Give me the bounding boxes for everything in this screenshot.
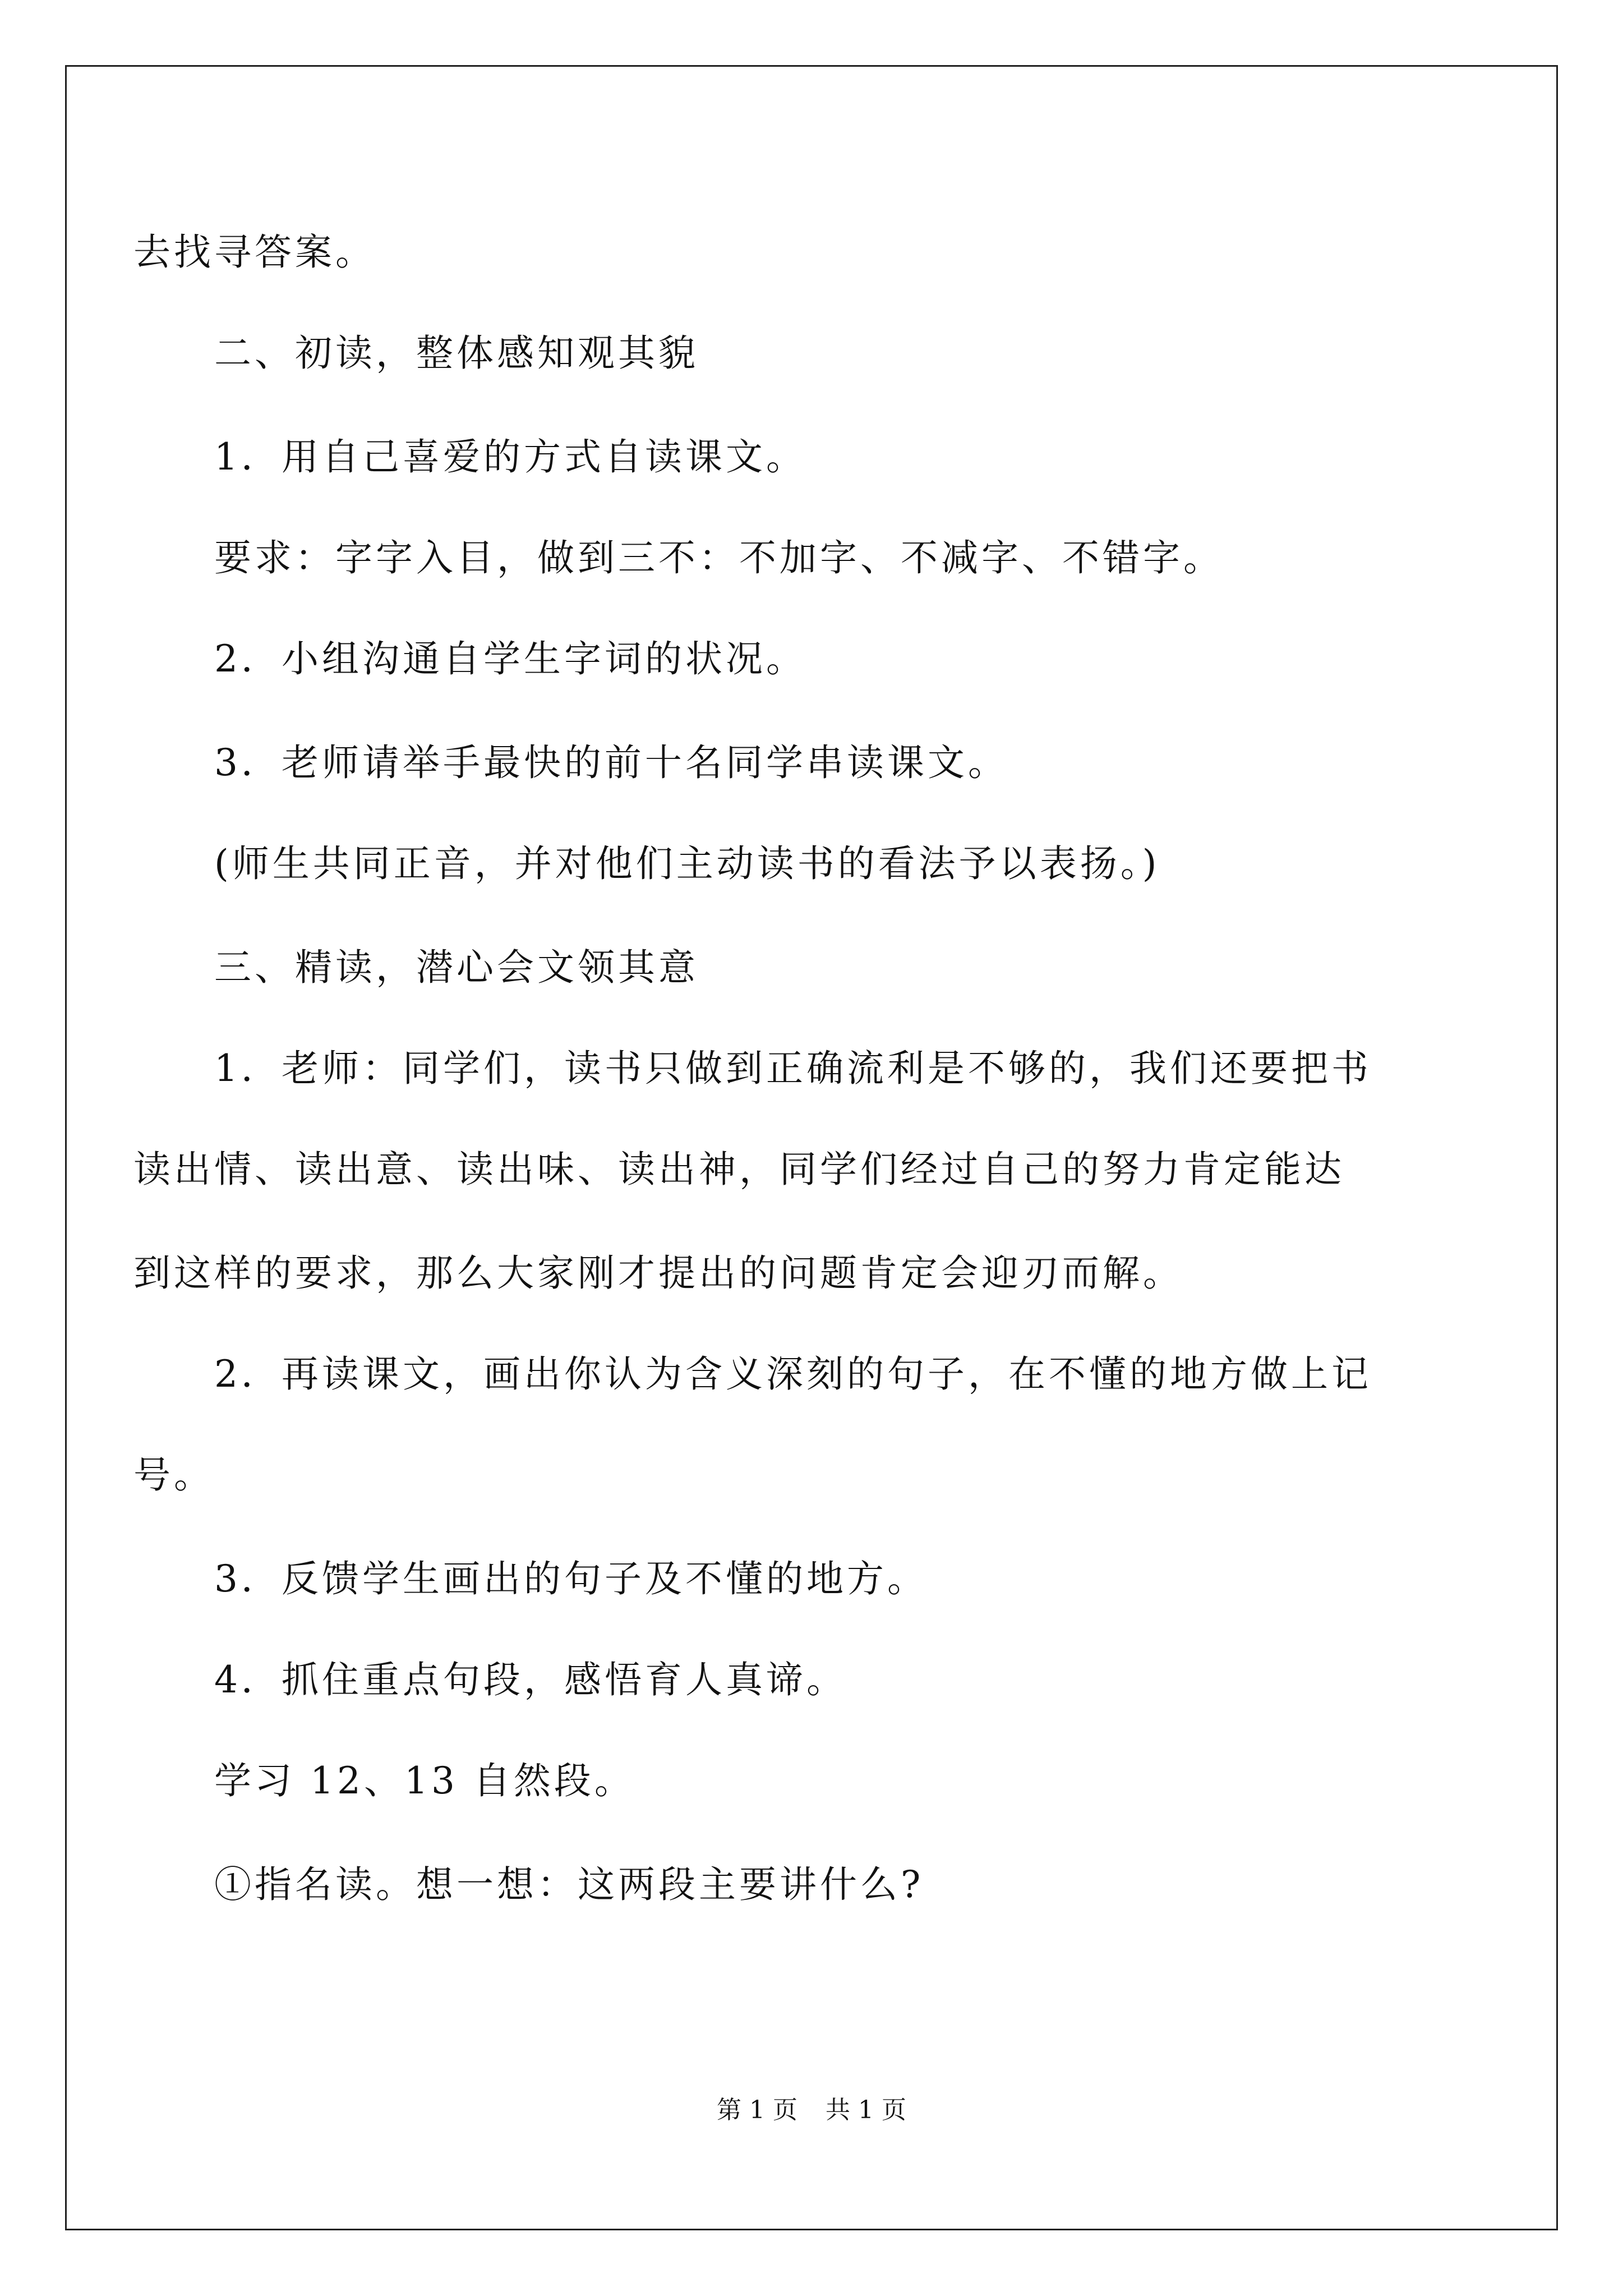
text-line: 1．老师：同学们，读书只做到正确流利是不够的，我们还要把书 (214, 1047, 1372, 1090)
text-line: (师生共同正音，并对他们主动读书的看法予以表扬。) (214, 842, 1160, 885)
text-line: 去找寻答案。 (133, 231, 376, 274)
text-line: 1．用自己喜爱的方式自读课文。 (214, 435, 806, 478)
text-line: 到这样的要求，那么大家刚才提出的问题肯定会迎刃而解。 (133, 1251, 1183, 1295)
text-line: ①指名读。想一想：这两段主要讲什么? (214, 1863, 924, 1906)
page-footer (0, 2095, 1623, 2126)
page-total: 共 1 页 (826, 2096, 906, 2124)
page-number: 第 1 页 (717, 2096, 797, 2124)
section-heading: 二、初读，整体感知观其貌 (214, 332, 699, 375)
text-line: 号。 (133, 1453, 214, 1497)
section-heading: 三、精读，潜心会文领其意 (214, 946, 699, 989)
text-line: 2．再读课文，画出你认为含义深刻的句子，在不懂的地方做上记 (214, 1352, 1372, 1396)
text-line: 读出情、读出意、读出味、读出神，同学们经过自己的努力肯定能达 (133, 1148, 1345, 1191)
text-line: 要求：字字入目，做到三不：不加字、不减字、不错字。 (214, 536, 1224, 579)
text-line: 学习 12、13 自然段。 (214, 1759, 635, 1802)
text-line: 3．反馈学生画出的句子及不懂的地方。 (214, 1557, 928, 1600)
text-line: 4．抓住重点句段，感悟育人真谛。 (214, 1658, 847, 1701)
text-line: 3．老师请举手最快的前十名同学串读课文。 (214, 741, 1008, 784)
text-line: 2．小组沟通自学生字词的状况。 (214, 637, 806, 680)
